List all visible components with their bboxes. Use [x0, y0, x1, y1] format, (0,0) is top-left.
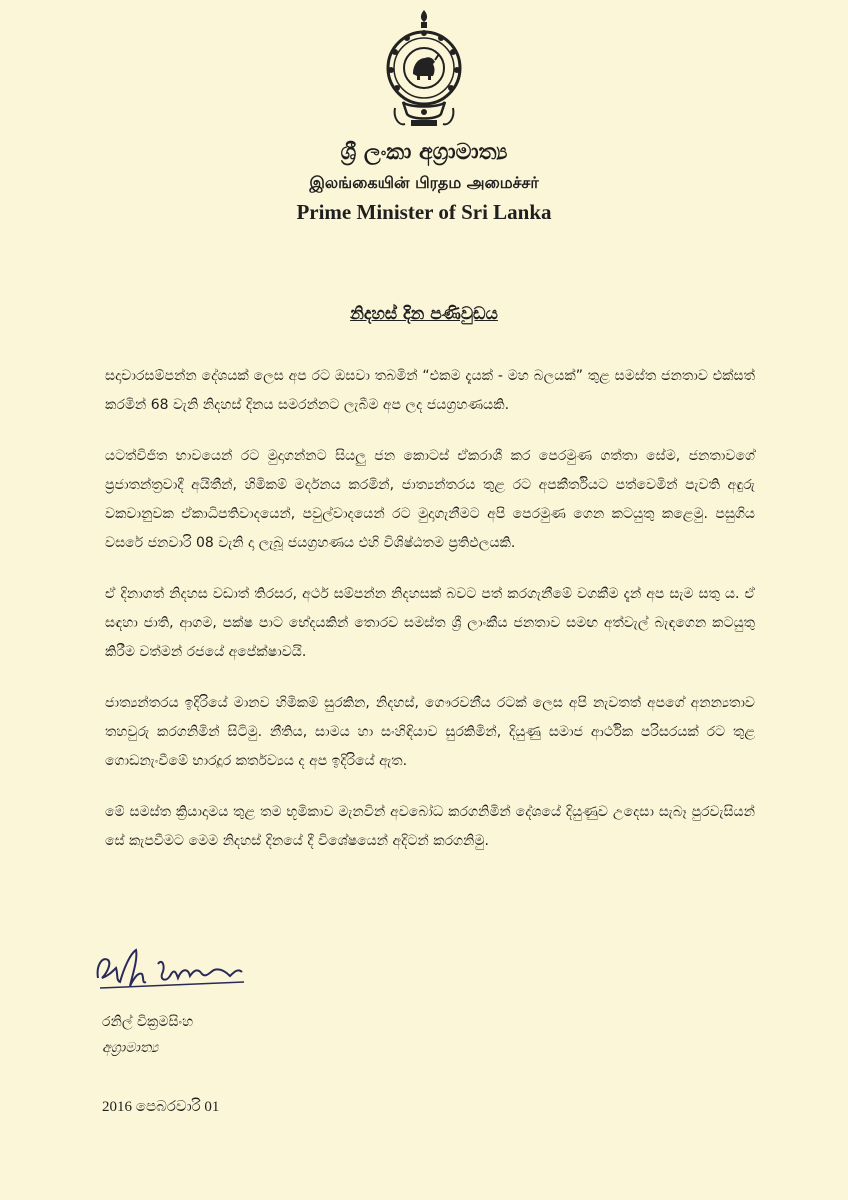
- message-title: නිදහස් දින පණිවුඩය: [350, 304, 498, 324]
- letterhead-english-title: Prime Minister of Sri Lanka: [296, 200, 552, 224]
- letterhead-tamil-title: இலங்கையின் பிரதம அமைச்சர்: [309, 173, 539, 192]
- message-paragraph: ඒ දිනාගත් නිදහස වඩාත් තිරසර, අර්ථ සම්පන්න නිදහසක් බවට පත් කරගැනීමේ වගකීම දැන් අප සැම සතු ය. ඒ සඳහා ජාති, ආගම, පක්ෂ පාට භේදයකින් තොරව සමස්ත ශ්‍රී ලාංකීය ජනතාව සමඟ අත්වැල් බැඳගෙන කටයුතු කිරීම වත්මන් රජයේ අපේක්ෂාවයි.: [105, 586, 755, 660]
- handwritten-signature: [92, 938, 252, 1000]
- letter-date: 2016 පෙබරවාරි 01: [102, 1099, 220, 1115]
- signatory-name: රනිල් වික්‍රමසිංහ: [102, 1014, 194, 1030]
- sri-lanka-emblem-icon: [383, 8, 465, 136]
- message-paragraph: යටත්විජිත භාවයෙන් රට මුදාගන්නට සියලු ජන කොටස් ඒකරාශී කර පෙරමුණ ගත්තා සේම, ජනතාවගේ ප්‍රජාතන්ත්‍රවාදී අයිතීන්, හිමිකම් මර්දනය කරමින්, ජාත්‍යන්තරය තුළ රට අපකීර්තියට පත්වෙමින් පැවති අඳුරු වකවානුවක ඒකාධිපතිවාදයෙන්, පවුල්වාදයෙන් රට මුදාගැනීමට අපි පෙරමුණ ගෙන කටයුතු කළෙමු. පසුගිය වසරේ ජනවාරි 08 වැනි දා ලැබූ ජයග්‍රහණය එහි විශිෂ්ඨතම ප්‍රතිඵලයකි.: [105, 448, 755, 551]
- letterhead-sinhala-title: ශ්‍රී ලංකා අග්‍රාමාත්‍ය: [340, 140, 508, 165]
- message-paragraph: මේ සමස්ත ක්‍රියාදාමය තුළ තම භූමිකාව මැනවින් අවබෝධ කරගනිමින් දේශයේ දියුණුව උදෙසා සැබෑ පුරවැසියන් සේ කැපවීමට මෙම නිදහස් දිනයේ දී විශේෂයෙන් අදිටන් කරගනිමු.: [105, 804, 755, 849]
- message-paragraph: ජාත්‍යන්තරය ඉදිරියේ මානව හිමිකම් සුරකින, නිදහස්, ගෞරවනීය රටක් ලෙස අපි නැවතත් අපගේ අනන්‍යතාව තහවුරු කරගනිමින් සිටිමු. නීතිය, සාමය හා සංහිඳියාව සුරකිමින්, දියුණු සමාජ ආර්ථික පරිසරයක් රට තුළ ගොඩනැංවීමේ භාරදූර කර්තව්‍යය ද අප ඉදිරියේ ඇත.: [105, 695, 755, 769]
- message-paragraph: සදාචාරසම්පන්න දේශයක් ලෙස අප රට ඔසවා තබමින් “එකම දැයක් - මහ බලයක්” තුළ සමස්ත ජනතාව එක්සත් කරමින් 68 වැනි නිදහස් දිනය සමරන්නට ලැබීම අප ලද ජයග්‍රහණයකි.: [105, 368, 755, 413]
- signatory-title: අග්‍රාමාත්‍ය: [102, 1040, 159, 1056]
- message-body: [105, 362, 755, 878]
